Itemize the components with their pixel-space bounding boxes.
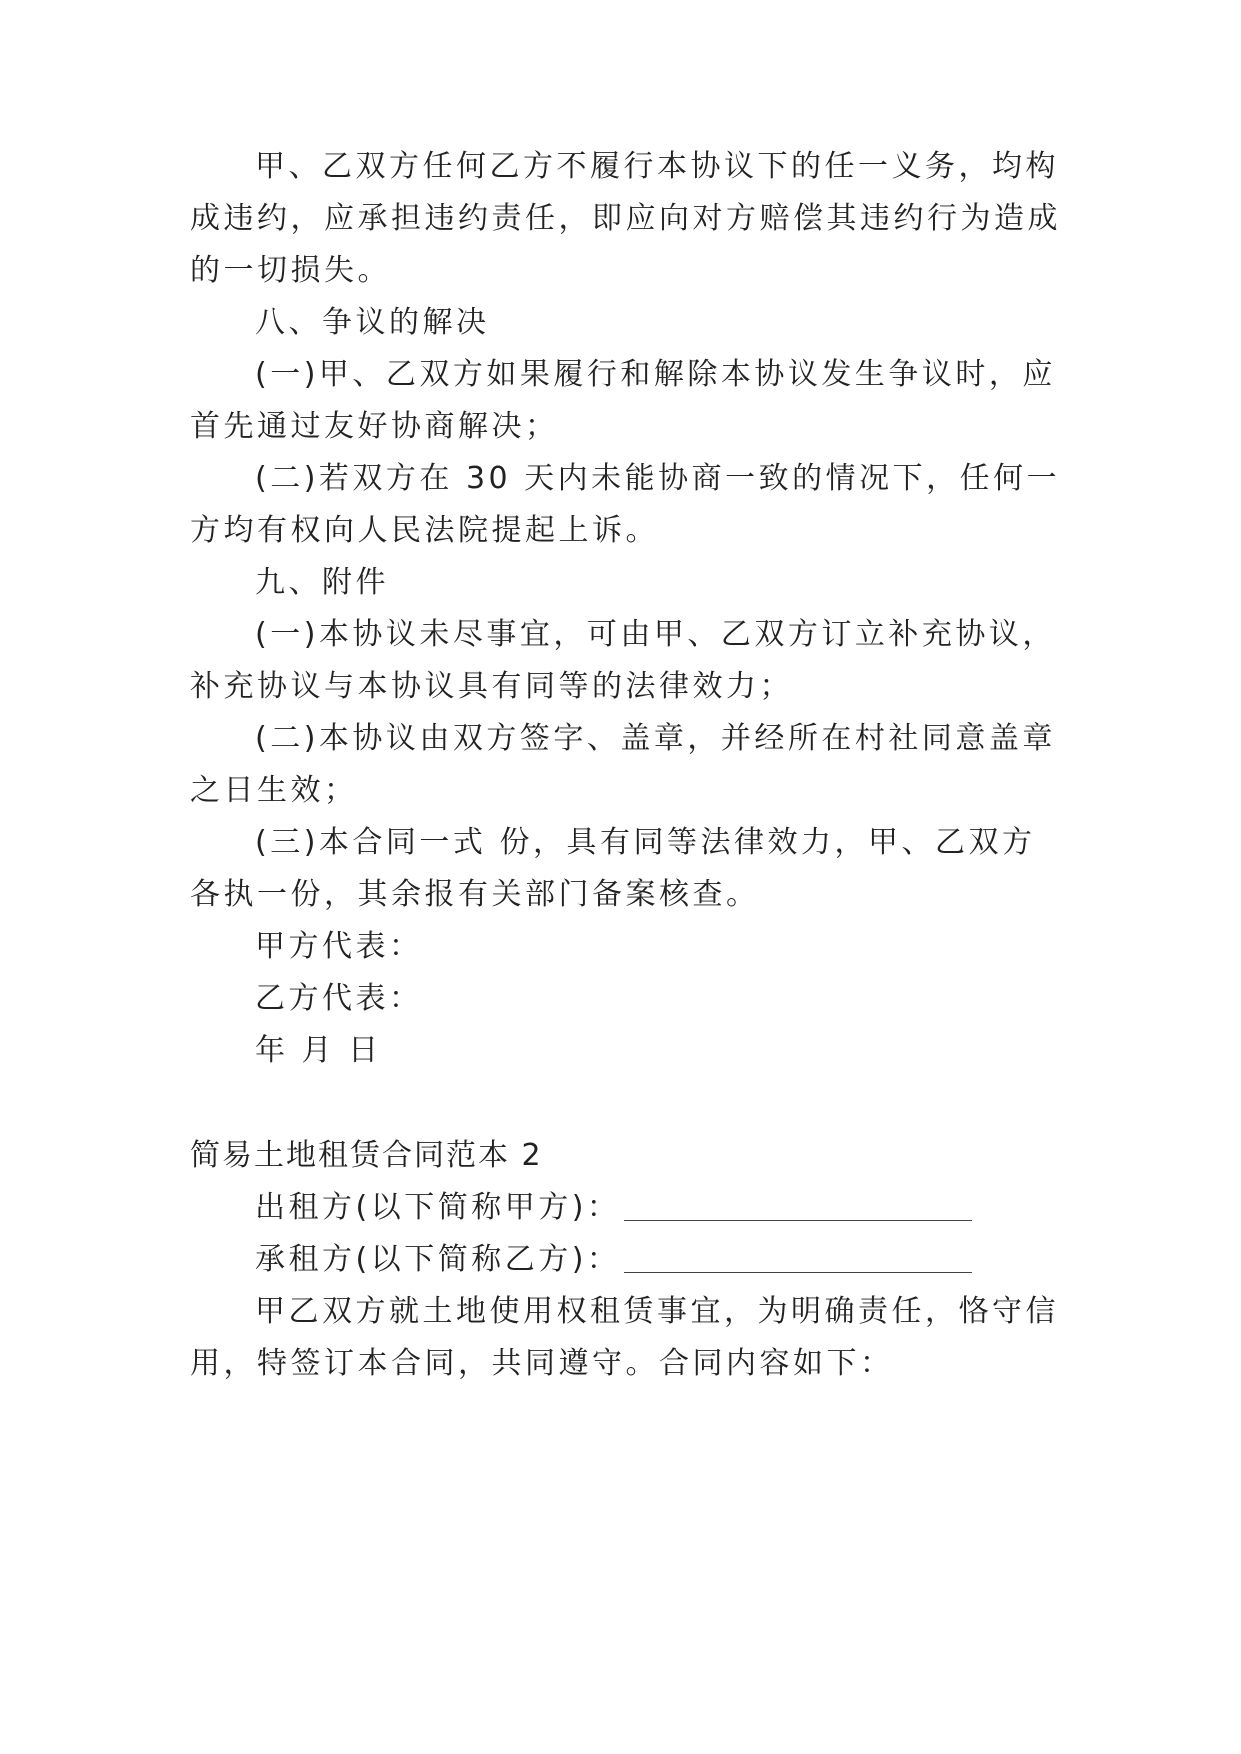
lessor-label: 出租方(以下简称甲方)： (255, 1190, 621, 1225)
date-line: 年 月 日 (255, 1033, 382, 1068)
lessee-blank-line (624, 1244, 972, 1273)
paragraph-line: 补充协议与本协议具有同等的法律效力； (190, 669, 793, 704)
paragraph-line: (一)本协议未尽事宜，可由甲、乙双方订立补充协议， (255, 617, 1056, 652)
paragraph-line: 用，特签订本合同，共同遵守。合同内容如下： (190, 1346, 894, 1381)
party-b-signature-label: 乙方代表： (255, 981, 423, 1016)
lessor-row (255, 1188, 1060, 1228)
paragraph-line: 甲乙双方就土地使用权租赁事宜，为明确责任，恪守信 (255, 1294, 1059, 1329)
section-heading: 九、附件 (255, 565, 389, 600)
paragraph-line: 的一切损失。 (190, 253, 391, 288)
paragraph-line: (二)若双方在 30 天内未能协商一致的情况下，任何一 (255, 461, 1061, 496)
paragraph-line: (一)甲、乙双方如果履行和解除本协议发生争议时，应 (255, 357, 1056, 392)
lessee-label: 承租方(以下简称乙方)： (255, 1242, 621, 1277)
section-heading: 八、争议的解决 (255, 305, 490, 340)
paragraph-line: 各执一份，其余报有关部门备案核查。 (190, 877, 760, 912)
paragraph-line: 之日生效； (190, 773, 358, 808)
paragraph-line: (三)本合同一式 份，具有同等法律效力，甲、乙双方 (255, 825, 1036, 860)
lessor-blank-line (624, 1192, 972, 1221)
paragraph-line: 成违约，应承担违约责任，即应向对方赔偿其违约行为造成 (190, 201, 1061, 236)
lessee-row (255, 1240, 1060, 1280)
paragraph-line: 首先通过友好协商解决； (190, 409, 559, 444)
paragraph-line: 甲、乙双方任何乙方不履行本协议下的任一义务，均构 (255, 149, 1059, 184)
party-a-signature-label: 甲方代表： (255, 929, 423, 964)
paragraph-line: 方均有权向人民法院提起上诉。 (190, 513, 659, 548)
document-title: 简易土地租赁合同范本 2 (190, 1138, 543, 1173)
paragraph-line: (二)本协议由双方签字、盖章，并经所在村社同意盖章 (255, 721, 1056, 756)
